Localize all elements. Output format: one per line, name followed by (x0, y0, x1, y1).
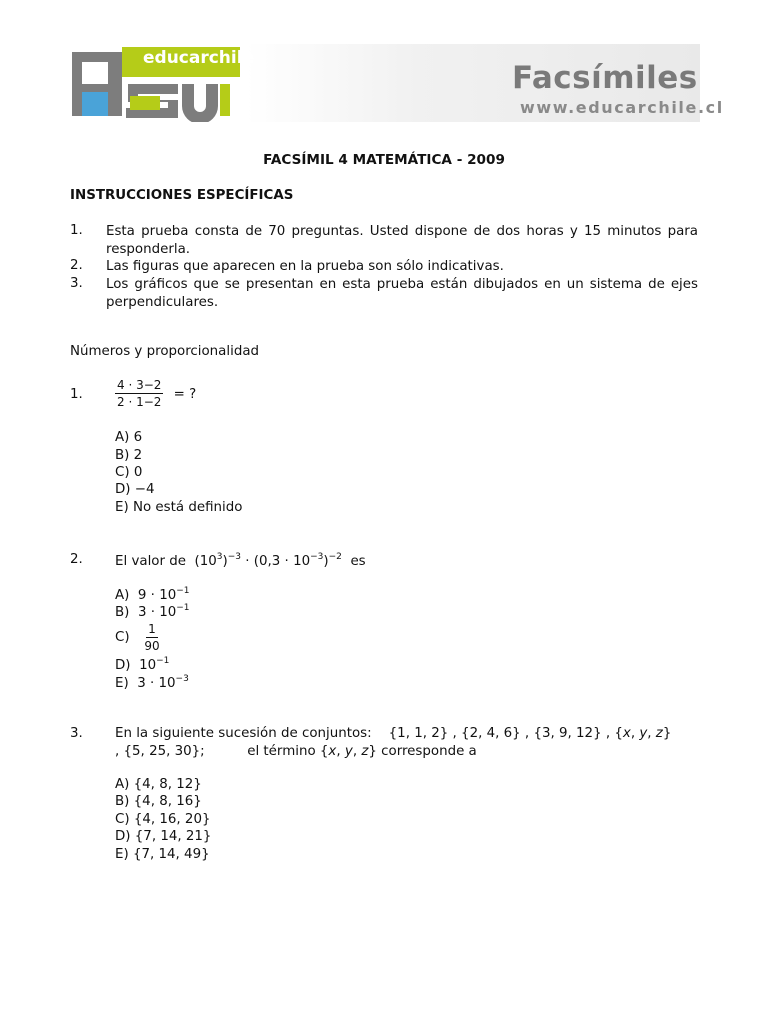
variable: x (622, 726, 631, 741)
answer-option: B) 2 (115, 448, 143, 463)
answer-option (115, 674, 189, 691)
option-label: C) (115, 630, 130, 645)
fraction (142, 622, 161, 653)
exponent: 3 (216, 552, 223, 562)
answer-option (115, 656, 169, 673)
variable: x (328, 744, 337, 759)
answer-option (115, 586, 190, 603)
brand-title: Facsímiles (512, 60, 698, 96)
instruction-number: 1. (70, 223, 83, 238)
fraction-denominator: 2 · 1−2 (117, 395, 162, 409)
option-label: B) (115, 605, 130, 620)
answer-option: E) {7, 14, 49} (115, 847, 210, 862)
equation-suffix: = ? (173, 386, 197, 402)
instruction-item (70, 223, 698, 259)
instruction-text: Las figuras que aparecen en la prueba son sólo indicativas. (106, 259, 504, 274)
section-heading: INSTRUCCIONES ESPECÍFICAS (70, 188, 294, 203)
exponent: −3 (227, 552, 242, 562)
document-title: FACSÍMIL 4 MATEMÁTICA - 2009 (263, 152, 505, 168)
term-label: el término { (247, 744, 329, 759)
exponent: −2 (328, 552, 342, 562)
fraction-numerator: 1 (148, 622, 156, 636)
question-3-line-2: , {5, 25, 30}; el término {x, y, z} corresponde a (115, 744, 477, 759)
question-number: 1. (70, 387, 83, 402)
question-number: 2. (70, 552, 83, 567)
option-value: 3 · 10 (137, 676, 176, 691)
exponent: −1 (176, 603, 190, 613)
set-sequence: {1, 1, 2} , {2, 4, 6} , {3, 9, 12} , { (388, 726, 623, 741)
question-2-stem (115, 552, 366, 569)
instruction-item (70, 276, 698, 312)
exponent: −1 (176, 586, 190, 596)
variable: z (361, 744, 369, 759)
option-value: 10 (139, 658, 157, 673)
set-sequence-tail: , {5, 25, 30}; (115, 744, 205, 759)
question-tail: } corresponde a (368, 744, 477, 759)
question-3-line-1: En la siguiente sucesión de conjuntos: {1, 1, 2} , {2, 4, 6} , {3, 9, 12} , {x, y, z} (115, 726, 672, 741)
instruction-text: Esta prueba consta de 70 preguntas. Usted dispone de dos horas y 15 minutos para responderla. (106, 224, 698, 257)
answer-option: C) {4, 16, 20} (115, 812, 211, 827)
question-1-expression (115, 378, 196, 409)
instruction-text: Los gráficos que se presentan en esta prueba están dibujados en un sistema de ejes perpendiculares. (106, 277, 698, 310)
option-label: A) (115, 588, 130, 603)
question-lead: El valor de (115, 554, 186, 569)
answer-option (115, 603, 190, 620)
fraction-denominator: 90 (144, 639, 160, 653)
expr-part: (10 (194, 554, 217, 569)
answer-option: C) 0 (115, 465, 143, 480)
answer-option: A) 6 (115, 430, 143, 445)
answer-option: D) −4 (115, 482, 155, 497)
answer-option: D) {7, 14, 21} (115, 829, 212, 844)
topic-heading: Números y proporcionalidad (70, 344, 260, 359)
exponent: −3 (310, 552, 324, 562)
expr-part: · (0,3 · 10 (241, 554, 311, 569)
answer-option: E) No está definido (115, 500, 243, 515)
logo-text: educarchile (143, 48, 255, 68)
variable: y (344, 744, 353, 759)
expr-part: ) (222, 554, 228, 569)
instruction-item (70, 258, 698, 276)
exponent: −1 (156, 656, 170, 666)
expr-part: ) (323, 554, 329, 569)
instruction-number: 2. (70, 258, 83, 273)
option-value: 9 · 10 (137, 588, 177, 603)
answer-option: A) {4, 8, 12} (115, 777, 202, 792)
question-lead: En la siguiente sucesión de conjuntos: (115, 726, 372, 741)
set-close: } (662, 726, 672, 741)
option-value: 3 · 10 (137, 605, 177, 620)
exponent: −3 (175, 674, 189, 684)
fraction-numerator: 4 · 3−2 (117, 378, 162, 392)
question-number: 3. (70, 726, 83, 741)
instruction-number: 3. (70, 276, 83, 291)
variable: z (655, 726, 663, 741)
option-label: D) (115, 658, 131, 673)
brand-url: www.educarchile.cl (520, 98, 724, 117)
option-label: E) (115, 676, 129, 691)
fraction (115, 378, 163, 409)
answer-option (115, 622, 162, 653)
variable: y (639, 726, 648, 741)
answer-option: B) {4, 8, 16} (115, 794, 202, 809)
question-tail: es (350, 554, 366, 569)
